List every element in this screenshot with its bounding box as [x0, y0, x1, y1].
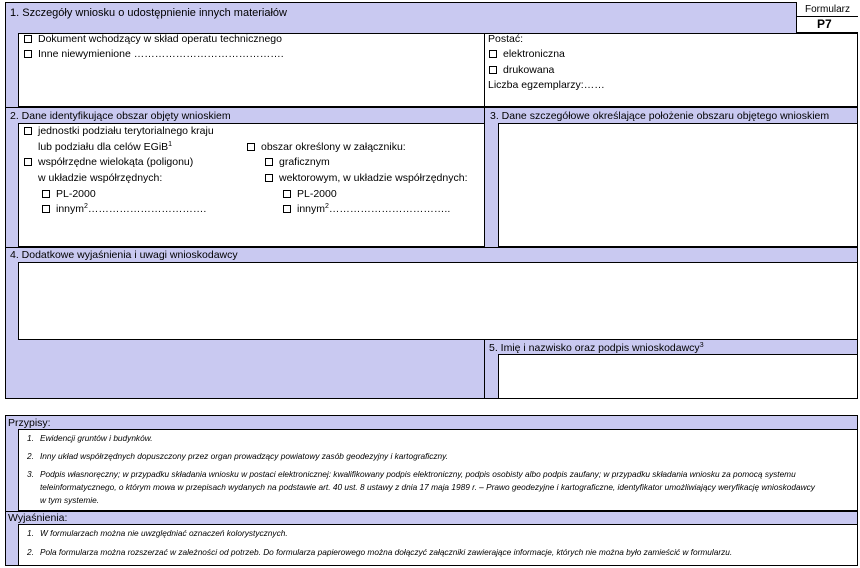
checkbox-icon	[24, 158, 32, 166]
option-operat-technical[interactable]: Dokument wchodzący w skład operatu technicznego	[24, 33, 282, 46]
checkbox-icon	[24, 50, 32, 58]
footnote-3-line3: w tym systemie.	[40, 495, 100, 505]
option-electronic[interactable]: elektroniczna	[489, 48, 565, 61]
section4-title: 4. Dodatkowe wyjaśnienia i uwagi wnioskodawcy	[10, 249, 238, 261]
checkbox-icon	[42, 190, 50, 198]
postac-label: Postać:	[488, 33, 524, 45]
option-other[interactable]: Inne niewymienione …………………………………….	[24, 48, 284, 61]
footnote-3: 3. Podpis własnoręczny; w przypadku składania wniosku w postaci elektronicznej: kwalifikowany podpis elektroniczny, podpis osobisty albo podpis zaufany; w przypadku składania wniosku za pomocą systemu	[27, 469, 796, 479]
option-polygon-other[interactable]: innym$^2$…………………………….	[42, 203, 206, 216]
footnote-1: 1. Ewidencji gruntów i budynków.	[27, 433, 153, 443]
divider	[5, 247, 858, 248]
section5-title: 5. Imię i nazwisko oraz podpis wnioskodawcy$^3$	[489, 342, 704, 354]
checkbox-icon	[24, 127, 32, 135]
checkbox-icon	[247, 143, 255, 151]
option-attachment-vector[interactable]: wektorowym, w układzie współrzędnych:	[265, 172, 468, 185]
section2-title: 2. Dane identyfikujące obszar objęty wnioskiem	[10, 110, 231, 122]
explanation-1: 1. W formularzach można nie uwzględniać oznaczeń kolorystycznych.	[27, 528, 288, 538]
section3-title: 3. Dane szczegółowe określające położenie obszaru objętego wnioskiem	[490, 110, 830, 122]
copies-count-field[interactable]: Liczba egzemplarzy:……	[488, 79, 605, 91]
footnote-2: 2. Inny układ współrzędnych dopuszczony przez organ prowadzący powiatowy zasób geodezyjny i kartograficzny.	[27, 451, 448, 461]
explanation-2: 2. Pola formularza można rozszerzać w zależności od potrzeb. Do formularza papierowego można dołączyć załączniki zawierające informacje, których nie można było zamieścić w formularzu.	[27, 547, 733, 557]
option-printed[interactable]: drukowana	[489, 64, 554, 77]
option-polygon-pl2000[interactable]: PL-2000	[42, 188, 96, 201]
checkbox-icon	[265, 174, 273, 182]
option-attachment-pl2000[interactable]: PL-2000	[283, 188, 337, 201]
option-territorial-units-cont: lub podziału dla celów EGiB$^1$	[38, 141, 173, 153]
footnote-3-line2: teleinformatycznego, o którym mowa w przepisach wydanych na podstawie art. 40 ust. 8 ustawy z dnia 17 maja 1989 r. – Prawo geodezyjne i kartograficzne, identyfikator umożliwiający weryfikację wnioskodawcy	[40, 482, 815, 492]
form-code: P7	[817, 17, 832, 31]
section5-signature-box[interactable]	[498, 354, 858, 399]
explanations-title: Wyjaśnienia:	[8, 512, 68, 524]
option-territorial-units[interactable]: jednostki podziału terytorialnego kraju	[24, 125, 214, 138]
option-attachment-other[interactable]: innym$^2$……………………………..	[283, 203, 450, 216]
option-polygon[interactable]: współrzędne wielokąta (poligonu)	[24, 156, 193, 169]
divider	[5, 107, 858, 108]
section1-title: 1. Szczegóły wniosku o udostępnienie innych materiałów	[10, 7, 287, 19]
divider	[484, 340, 485, 399]
checkbox-icon	[489, 66, 497, 74]
form-code-box	[796, 2, 858, 33]
divider	[5, 511, 858, 512]
option-attachment-area[interactable]: obszar określony w załączniku:	[247, 141, 406, 154]
section3-input-box[interactable]	[498, 123, 858, 247]
checkbox-icon	[265, 158, 273, 166]
checkbox-icon	[42, 205, 50, 213]
checkbox-icon	[283, 190, 291, 198]
option-attachment-graphic[interactable]: graficznym	[265, 156, 330, 169]
section4-input-box[interactable]	[18, 262, 858, 340]
checkbox-icon	[489, 50, 497, 58]
checkbox-icon	[283, 205, 291, 213]
option-polygon-cont: w układzie współrzędnych:	[38, 172, 163, 184]
checkbox-icon	[24, 35, 32, 43]
footnotes-title: Przypisy:	[8, 417, 51, 429]
formularz-label: Formularz	[805, 4, 851, 15]
